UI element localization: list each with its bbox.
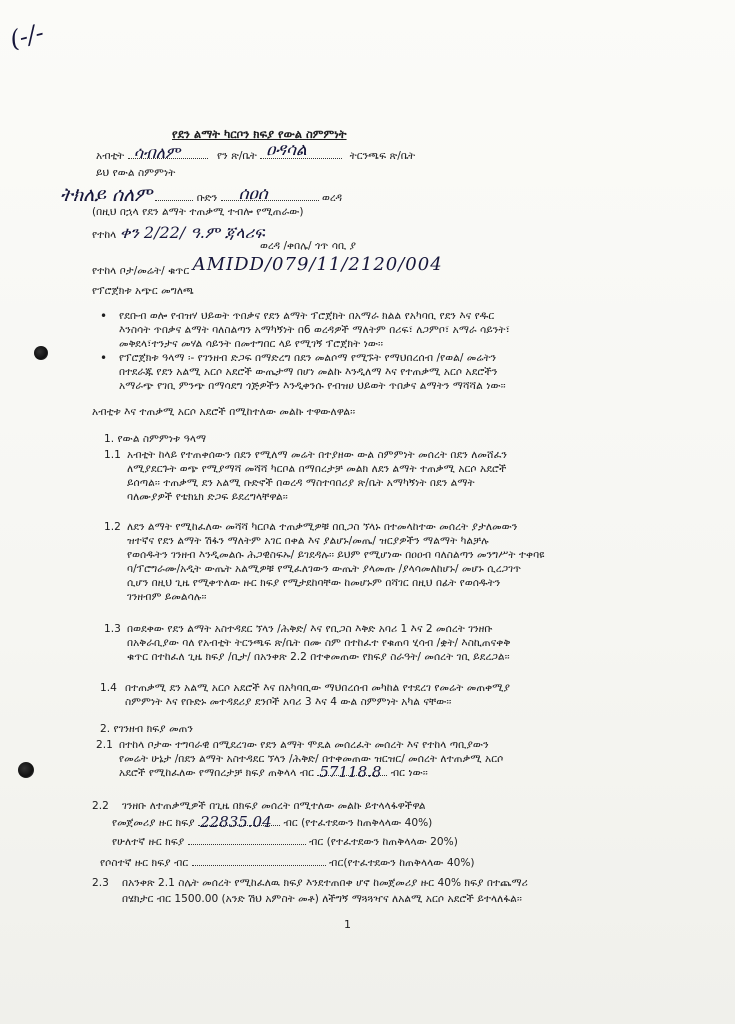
clause-2-1-line-2: የመሬት ሁኔታ /በደን ልማት አስተዳደር ኘላን /ሕቅድ/ በተቀመጠው ዝርዝር/ መሰረት ለተጠቃሚ አርሶ <box>119 753 504 765</box>
intro-line: አብቲቱ እና ተጠቃሚ አርሶ አደሮች በሚከተለው መልኩ ተዋውለዋል፡፡ <box>92 406 356 418</box>
clause-1-3-num: 1.3 <box>104 623 121 635</box>
planting-date-handwritten: ቀን 2/22/ ዓ.ም ጃላሪፍ <box>119 223 265 242</box>
clause-2-1-line-1: በተከላ ቦታው ተግባራዊ በሚደረገው የደን ልማት ሞዴል መሰረፈት መሰረት እና የተከላ ጣቢያውን <box>119 739 489 751</box>
plot-number-handwritten: AMIDD/079/11/2120/004 <box>192 254 443 275</box>
clause-1-4-num: 1.4 <box>100 682 117 694</box>
header-row-1 <box>96 140 416 163</box>
punch-hole-bottom <box>18 762 34 778</box>
group-handwritten: ሰዐሰ <box>238 184 268 204</box>
payment-row-2-amount-field <box>188 844 306 845</box>
payment-row-2 <box>112 836 458 849</box>
clause-1-1-line-2: ለሚያደርጉት ወጭ የሚያማሻ መሻሻ ካርቦል በማበረታቻ መልክ ለደን ልማት ተጠቃሚ አርሶ አደሮች <box>127 463 507 475</box>
document-title: የደን ልማት ካርቦን ክፍያ የውል ስምምነት <box>172 127 347 141</box>
project-summary-heading: የፕሮጀክቱ አጭር መግለጫ <box>92 285 194 297</box>
header-row-6 <box>92 254 443 278</box>
planting-location-suffix: ወረዳ /ቀበሌ/ ጎጥ ሳቢ ያ <box>260 240 357 252</box>
office-value-field <box>260 140 342 160</box>
clause-1-1-num: 1.1 <box>104 449 121 461</box>
office-handwritten: ዐዳሳል <box>266 140 307 160</box>
payment-row-3-tail: ብር(የተፈተደውን ከጠቅላላው 40%) <box>329 857 475 869</box>
punch-hole-top <box>34 346 48 360</box>
clause-1-1-line-4: ባለሙያዎች የቴክኒክ ድጋፍ ይደረግላቸዋል፡፡ <box>127 491 288 503</box>
corner-handwritten-mark: (-/- <box>7 18 47 54</box>
total-amount-field <box>317 763 387 781</box>
header-row-5 <box>92 223 265 242</box>
clause-1-2-line-6: ገንዘብም ይመልሳሉ፡፡ <box>127 591 207 603</box>
clause-1-3-line-2: በአቅራቢያው ባለ የአብቲት ትርንጫፍ ጽ/ቤት በሙ ስም በተከፈተ የቁጠባ ሂሳብ /ቋት/ እስኪጠናቀቅ <box>127 637 511 649</box>
beneficiary-handwritten-name: ትክለይ ሰለም <box>60 184 152 206</box>
branch-handwritten: ሳብለም <box>133 143 181 162</box>
clause-1-2-line-2: ዝተኛና የደን ልማት ሽፋን ማለትም አገር በቀል እና ያልሆኑ/መጤ/ ዝርያዎችን ማልማት ካልቻሉ <box>127 535 489 547</box>
bullet-dot-2: • <box>100 351 108 365</box>
bullet-1-line-2: እንስሳት ጥበቃና ልማት ባለስልጣን አማካኝነት በ6 ወረዳዎች ማለትም በሪፍ፣ ለጋምቦ፣ አማራ ሳይንት፣ <box>119 324 510 336</box>
clause-1-3-line-3: ቁጥር በተከፈለ ጊዜ ክፍያ /ቢታ/ በአንቀጽ 2.2 በተቀመጠው የክፍያ ስራዓት/ መሰረት ገቢ ይደረጋል፡፡ <box>127 651 510 663</box>
clause-1-1-line-1: አብቲት ከላይ የተጠቀሰውን በደን የሚለማ መሬት በተያዘው ውል ስምምነት መሰረት በደን ለመሸፈን <box>127 449 508 461</box>
payment-row-1-amount: 22835.04 <box>200 813 272 831</box>
bullet-2-line-3: አማራጭ የገቢ ምንጭ በማሳደግ ጎጅዎችን እንዲቀንሱ የብዝሀ ህይወት ጥበቃና ልማትን ማሻሻል ነው፡፡ <box>119 380 506 392</box>
payment-row-3-amount-field <box>192 865 326 866</box>
clause-1-3-line-1: በወደቀው የደን ልማት አስተዳደር ኘላን /ሕቅድ/ እና የቢጋስ እቅድ አባሪ 1 እና 2 መሰረት ገንዘቡ <box>127 623 493 635</box>
bullet-2-line-1: የፕሮጀክቱ ዓላማ ፡- የገንዘብ ድጋፍ በማድረግ በደን መልሶማ የሚኙት የማህበረሰብ /የወል/ መሬትን <box>119 352 497 364</box>
payment-row-1 <box>112 813 433 831</box>
clause-1-4-line-2: ስምምነት እና የቡድኑ መተዳደሪያ ደንቦች አባሪ 3 እና 4 ውል ስምምነት አካል ናቸው፡፡ <box>125 696 452 708</box>
clause-1-2-line-3: የወሰዱትን ገንዘብ እንዲመልሱ ሕጋዊስፍኡ/ ይገደዳሉ፡፡ ይህም የሚሆነው በዐዐብ ባለስልጣን መንግሥት ተቀባዩ <box>127 549 545 561</box>
clause-1-2-line-4: ባ/ፕሮግራሙ/አዲት ውጤት አልሚዎቹ የሚፈለገውን ውጤት ያላመጡ /ያላሳመለከሆኑ/ መሆኑ ሲረጋገጥ <box>127 563 522 575</box>
office-label: የን ጽ/ቤት <box>216 150 257 162</box>
group-label: ቡድን <box>196 192 218 204</box>
bullet-dot-1: • <box>100 309 108 323</box>
clause-2-3-num: 2.3 <box>92 877 109 889</box>
payment-row-3 <box>100 857 475 870</box>
group-value-field <box>221 184 319 204</box>
section-1-heading: 1. የውል ስምምነቱ ዓላማ <box>104 433 207 445</box>
header-row-2: ይህ የውል ስምምነት <box>96 167 176 179</box>
woreda-label: ወረዳ <box>322 192 343 204</box>
payment-row-1-label: የመጀመሪያ ዙር ክፍያ <box>112 817 195 829</box>
bullet-1-line-1: የደቡብ ወሎ የብዝሃ ህይወት ጥበቃና የደን ልማት ፕሮጀክት በአማራ ክልል የአካባቢ የደን እና የዱር <box>119 310 495 322</box>
payment-row-2-tail: ብር (የተፈተደውን ከጠቅላላው 20%) <box>309 836 458 848</box>
clause-2-1-num: 2.1 <box>96 739 113 751</box>
plot-number-label: የተከላ ቦታ/መሬት/ ቁጥር <box>92 265 190 277</box>
header-row-3 <box>60 184 343 206</box>
bullet-1-line-3: መቅደላ፣ተንታና መሃል ሳይንት በመተግበር ላይ የሚገኝ ፕሮጀክት ነው፡፡ <box>119 338 384 350</box>
branch-value-field <box>128 143 208 162</box>
clause-2-3-line-2: በሄክታር ብር 1500.00 (አንድ ሽህ አምስት መቶ) ለችግኝ ማጓጓዣና ለአልሚ አርሶ አደሮች ይተላለፋል፡፡ <box>122 893 522 905</box>
clause-2-2-num: 2.2 <box>92 800 109 812</box>
clause-1-2-num: 1.2 <box>104 521 121 533</box>
branch-label: አብቲት <box>96 150 125 162</box>
clause-1-2-line-1: ለደን ልማት የሚከፈለው መሻሻ ካርቦል ተጠቃሚዎቹ በቢጋስ ኘላኑ በተመላከተው መሰረት ያታለመውን <box>127 521 518 533</box>
total-amount-handwritten: 57118.8 <box>319 763 382 781</box>
sub-branch-label: ትርንጫፍ ጽ/ቤት <box>349 150 416 162</box>
bullet-2-line-2: በተደራጁ የደን አልሚ አርሶ አደሮች ውጤታማ በሆነ መልኩ እንዲለማ እና የተጠቃሚ አርሶ አደሮችን <box>119 366 498 378</box>
clause-1-2-line-5: ሲሆን በዚህ ጊዜ የሚቀጥለው ዙር ክፍያ የሚታደከባቸው ከመሆኑም በሻገር በዚህ በፊት የወሰዱትን <box>127 577 501 589</box>
clause-1-1-line-3: ይሰጣል፡፡ ተጠቃሚ ደን አልሚ ቡድኖች በወረዳ ማስተባበሪያ ጽ/ቤት አማካኝነት በደን ልማት <box>127 477 475 489</box>
section-2-heading: 2. የገንዘብ ክፍያ መጠን <box>100 723 193 735</box>
clause-1-4-line-1: በተጠቃሚ ደን አልሚ አርሶ አደሮች እና በአካባቢው ማህበረሰብ መካከል የተደረገ የመሬት መጠቀሚያ <box>125 682 511 694</box>
payment-row-1-tail: ብር (የተፈተደውን ከጠቅላላው 40%) <box>283 817 433 829</box>
clause-2-3-line-1: በአንቀጽ 2.1 ስሌት መሰረት የሚከፈለዉ ክፍያ እንደተጠበቀ ሆኖ ከመጀመሪያ ዙር 40% ክፍያ በተጨማሪ <box>122 877 528 889</box>
clause-2-1-line-3 <box>119 763 428 781</box>
total-amount-suffix: ብር ነው፡፡ <box>390 767 428 779</box>
header-row-4: (በዚህ በኋላ የደን ልማት ተጠቃሚ ተብሎ የሚጠራው) <box>92 206 304 218</box>
payment-row-1-amount-field <box>198 813 280 831</box>
clause-2-2-lead: ገንዘቡ ለተጠቃሚዎች በጊዜ በክፍያ መሰረት በሚተለው መልኩ ይተላላፋዋችዋል <box>122 800 426 812</box>
planting-label: የተከላ <box>92 229 117 241</box>
clause-2-1-line-3-text: አደሮች የሚከፈለው የማበረታቻ ክፍያ ጠቅላላ ብር <box>119 767 315 779</box>
payment-row-2-label: የሁለተኛ ዙር ክፍያ <box>112 836 185 848</box>
page-number: 1 <box>344 918 351 931</box>
payment-row-3-label: የሶስተኛ ዙር ክፍያ ብር <box>100 857 189 869</box>
